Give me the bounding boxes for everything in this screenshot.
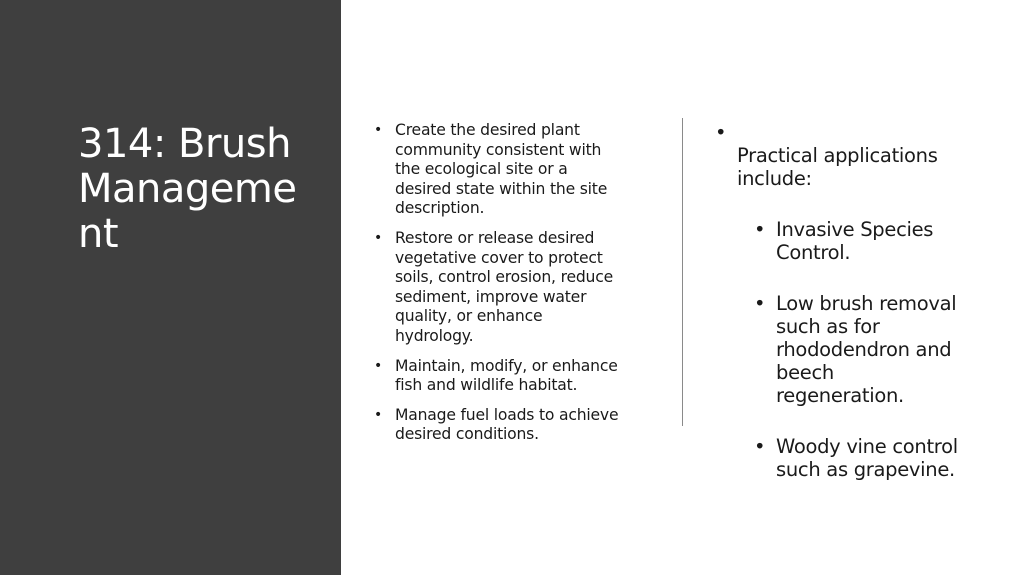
objective-item: • Create the desired plant community consistent with the ecological site or a desired state within the site description. — [374, 121, 654, 219]
column-divider — [682, 118, 683, 426]
applications-item — [715, 121, 995, 532]
objective-item: • Manage fuel loads to achieve desired conditions. — [374, 406, 654, 445]
application-subitem: • Woody vine control such as grapevine. — [754, 435, 995, 481]
title-panel — [0, 0, 341, 575]
slide-title: 314: Brush Manageme nt — [78, 121, 297, 257]
applications-sublist — [737, 195, 995, 509]
application-subitem: • Invasive Species Control. — [754, 218, 995, 264]
applications-list — [715, 121, 995, 532]
applications-heading: Practical applications include: — [737, 144, 938, 190]
objective-item: • Maintain, modify, or enhance fish and wildlife habitat. — [374, 357, 654, 396]
objective-item: • Restore or release desired vegetative cover to protect soils, control erosion, reduce sediment, improve water quality, or enhance hydrology. — [374, 229, 654, 347]
objectives-list — [374, 121, 654, 455]
application-subitem: • Low brush removal such as for rhododendron and beech regeneration. — [754, 292, 995, 407]
